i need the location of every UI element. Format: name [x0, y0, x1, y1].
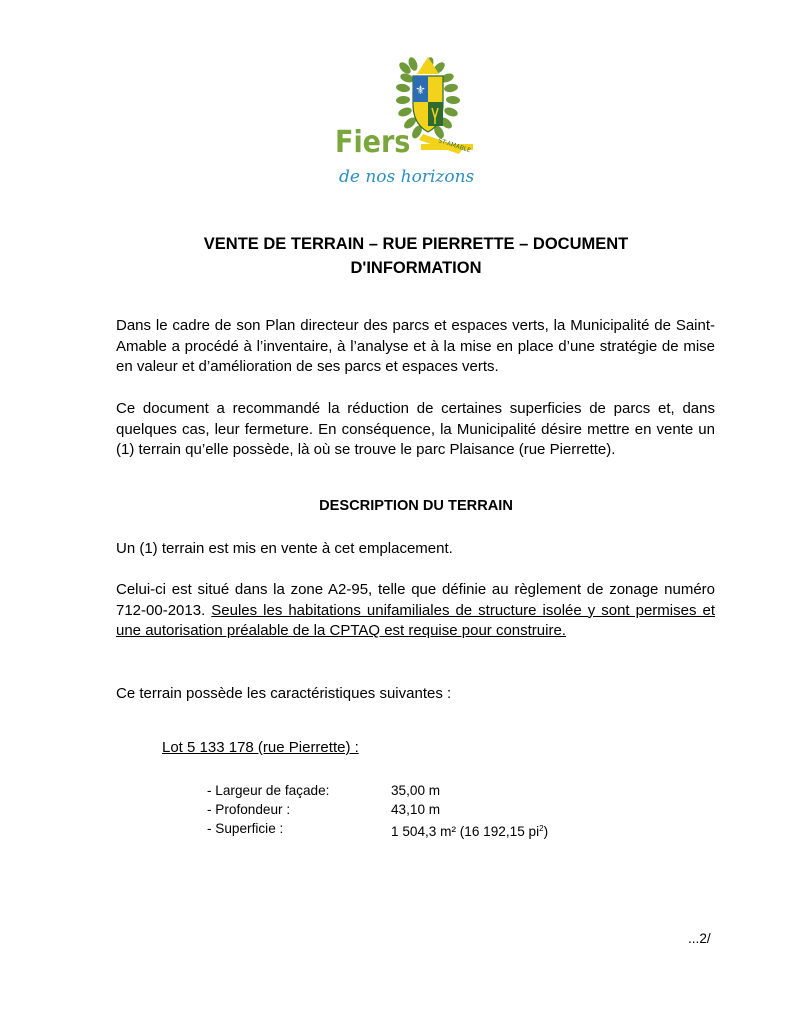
lot-specifications [207, 781, 548, 841]
coat-of-arms-icon [335, 52, 495, 197]
description-paragraph-3: Ce terrain possède les caractéristiques suivantes : [116, 685, 452, 702]
brand-word: Fiers [335, 125, 411, 160]
intro-paragraph-1: Dans le cadre de son Plan directeur des parcs et espaces verts, la Municipalité de Saint-Amable a procédé à l’inventaire, à l’analyse et à la mise en place d’une stratégie de mise en valeur et d’amélioration de ses parcs et espaces verts. [116, 317, 715, 376]
title-line-1: VENTE DE TERRAIN – RUE PIERRETTE – DOCUMENT [203, 235, 629, 253]
spec-row-frontage: - Largeur de façade: 35,00 m [207, 783, 441, 798]
title-line-2: D'INFORMATION [350, 259, 482, 277]
spec-row-area: - Superficie : 1 504,3 m² (16 192,15 $pi^2$) [207, 821, 549, 839]
section-heading: DESCRIPTION DU TERRAIN [319, 498, 513, 514]
zoning-restriction-text: Seules les habitations unifamiliales de structure isolée y sont permises et une autorisation préalable de la CPTAQ est requise pour construire. [116, 601, 715, 640]
description-paragraph-2: Celui-ci est situé dans la zone A2-95, telle que définie au règlement de zonage numéro 712-00-2013. Seules les habitations unifamiliales de structure isolée y sont permises et une autorisation préalable de la CPTAQ est requise pour construire. [116, 581, 715, 640]
document-title [116, 232, 716, 280]
svg-text:ST-AMABLE: ST-AMABLE [437, 137, 472, 155]
brand-tagline: de nos horizons [339, 167, 475, 187]
page-continuation-indicator: ...2/ [688, 931, 711, 946]
lot-title: Lot 5 133 178 (rue Pierrette) : [162, 739, 359, 756]
spec-row-depth: - Profondeur : 43,10 m [207, 802, 441, 817]
description-paragraph-1: Un (1) terrain est mis en vente à cet emplacement. [116, 540, 453, 557]
svg-text:⚜: ⚜ [415, 83, 426, 97]
intro-paragraph-2: Ce document a recommandé la réduction de certaines superficies de parcs et, dans quelques cas, leur fermeture. En conséquence, la Municipalité désire mettre en vente un (1) terrain qu’elle possède, là où se trouve le parc Plaisance (rue Pierrette). [116, 400, 715, 459]
municipality-logo [335, 52, 495, 197]
